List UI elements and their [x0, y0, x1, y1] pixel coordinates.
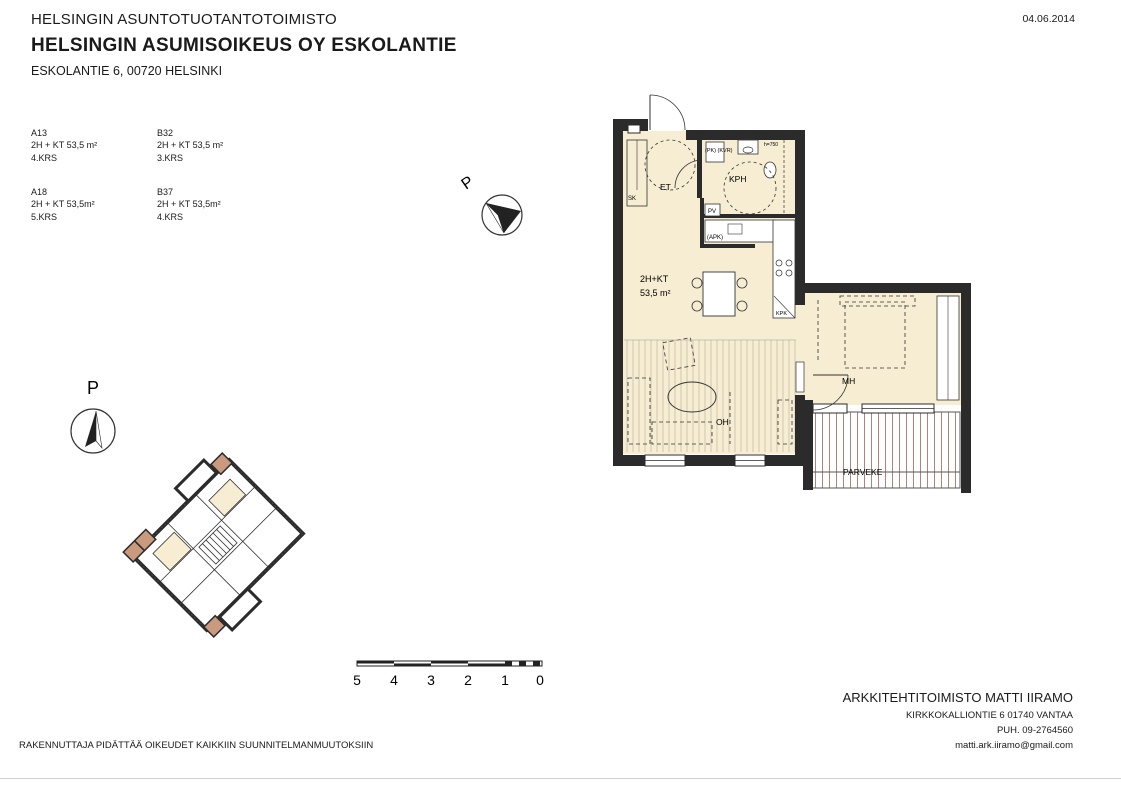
scale-tick-label: 3 [427, 672, 435, 688]
scale-tick-label: 4 [390, 672, 398, 688]
unit-area-label: 53,5 m² [640, 288, 671, 298]
scale-tick-label: 5 [353, 672, 361, 688]
apartment-floor: 4.KRS [157, 211, 184, 222]
apartment-type: 2H + KT 53,5m² [157, 199, 221, 210]
fixture-label-storage: PV [708, 209, 717, 215]
north-arrow-plan [459, 173, 522, 235]
fixture-label-washer: (PK) (KVR) [705, 148, 733, 154]
architect-street: KIRKKOKALLIONTIE 6 01740 VANTAA [905, 710, 1073, 721]
scale-tick-label: 1 [501, 672, 509, 688]
apartment-id: B37 [157, 187, 174, 197]
apartment-id: A18 [31, 187, 48, 197]
project-title: HELSINGIN ASUMISOIKEUS OY ESKOLANTIE [31, 35, 457, 56]
scale-bar [353, 661, 544, 688]
apartment-floor-plan [613, 95, 971, 493]
apartment-floor: 4.KRS [31, 152, 58, 163]
architect-block [843, 690, 1073, 753]
unit-type-label: 2H+KT [640, 274, 669, 284]
project-address: ESKOLANTIE 6, 00720 HELSINKI [31, 64, 223, 78]
apartment-type: 2H + KT 53,5 m² [31, 140, 98, 151]
architect-name: ARKKITEHTITOIMISTO MATTI IIRAMO [842, 690, 1073, 705]
room-label-entry: ET [660, 182, 671, 192]
organization-name: HELSINGIN ASUNTOTUOTANTOTOIMISTO [31, 11, 337, 28]
balcony-area [806, 412, 960, 488]
north-label: P [458, 173, 478, 194]
scale-tick-label: 2 [464, 672, 472, 688]
north-arrow-site [71, 378, 115, 453]
apartment-floor: 5.KRS [31, 211, 58, 222]
room-label-living: OH [716, 417, 729, 427]
fixture-label-fridge: KPK [776, 311, 788, 317]
apartment-type: 2H + KT 53,5 m² [157, 140, 224, 151]
architect-phone: PUH. 09-2764560 [996, 725, 1073, 736]
apartment-id: B32 [157, 128, 174, 138]
page-bottom-rule [0, 778, 1121, 779]
fixture-label-shower-note: h=750 [764, 142, 779, 148]
apartment-floor: 3.KRS [157, 152, 184, 163]
apartment-id: A13 [31, 128, 48, 138]
room-label-bathroom: KPH [729, 174, 747, 184]
apartment-type: 2H + KT 53,5m² [31, 199, 95, 210]
north-label: P [87, 378, 100, 398]
plan-date: 04.06.2014 [1022, 13, 1075, 25]
architect-email: matti.ark.iiramo@gmail.com [955, 740, 1073, 751]
room-label-balcony: PARVEKE [843, 467, 883, 477]
room-label-bedroom: MH [842, 376, 856, 386]
site-plan [118, 447, 316, 645]
fixture-label-wardrobe: SK [628, 196, 637, 202]
scale-tick-label: 0 [536, 672, 544, 688]
disclaimer-text: RAKENNUTTAJA PIDÄTTÄÄ OIKEUDET KAIKKIIN SUUNNITELMANMUUTOKSIIN [19, 740, 374, 751]
fixture-label-dishwasher: (APK) [707, 235, 724, 241]
